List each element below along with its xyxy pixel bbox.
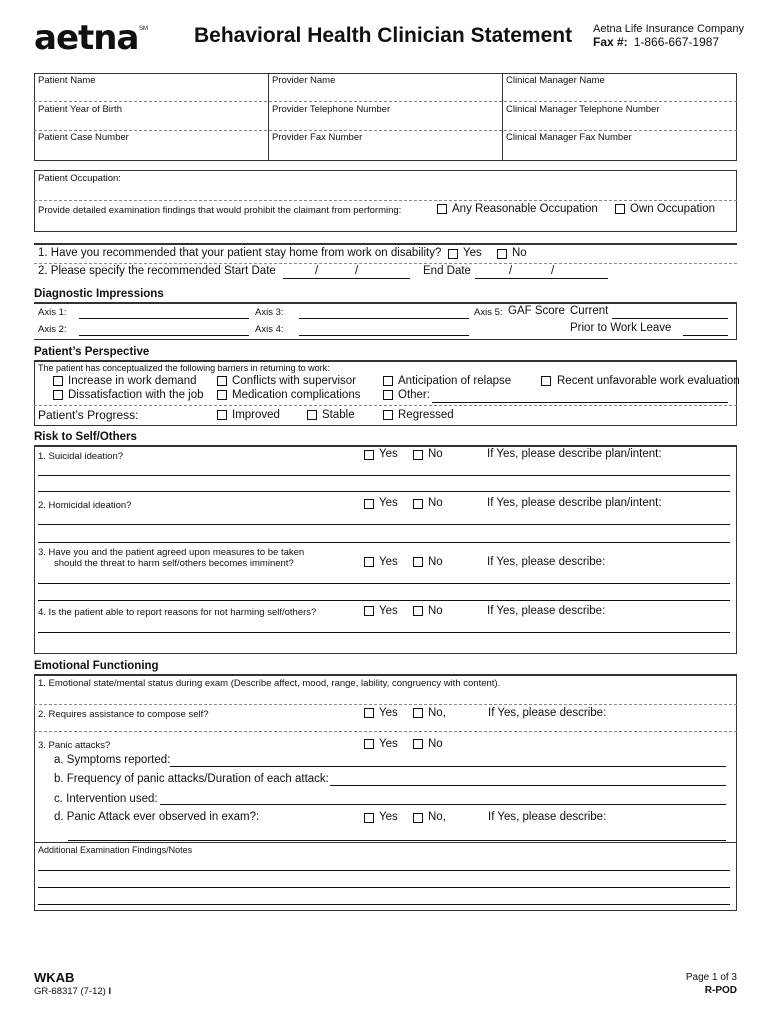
panic-yes-checkbox[interactable] [364, 739, 374, 749]
homicidal-no-label: No [428, 497, 443, 509]
homicidal-describe-input[interactable] [38, 542, 730, 543]
any-occupation-checkbox[interactable] [437, 204, 447, 214]
additional-divider [34, 842, 737, 843]
barrier-dissatisfaction-label: Dissatisfaction with the job [68, 389, 204, 401]
date-slash: / [509, 265, 513, 277]
homicidal-question: 2. Homicidal ideation? [38, 500, 132, 511]
own-occupation-label: Own Occupation [630, 203, 716, 215]
compose-no-label: No, [428, 707, 446, 719]
progress-label: Patient’s Progress: [38, 408, 139, 422]
grid-divider [502, 73, 503, 161]
stay-home-yes-label: Yes [463, 247, 482, 259]
suicidal-describe-label: If Yes, please describe plan/intent: [487, 448, 662, 460]
provider-fax-field[interactable]: Provider Fax Number [272, 132, 363, 143]
date-slash: / [355, 265, 359, 277]
barrier-work-demand-label: Increase in work demand [68, 375, 197, 387]
end-date-input[interactable] [475, 278, 608, 279]
barrier-medication-checkbox[interactable] [217, 390, 227, 400]
pod-label: R-POD [704, 985, 737, 996]
emotional-divider [34, 731, 737, 732]
progress-regressed-checkbox[interactable] [383, 410, 393, 420]
suicidal-no-checkbox[interactable] [413, 450, 423, 460]
work-divider [34, 263, 737, 264]
intervention-label: c. Intervention used: [54, 793, 158, 805]
patient-year-of-birth-field[interactable]: Patient Year of Birth [38, 104, 122, 115]
axis3-input[interactable] [299, 318, 469, 319]
emotional-state-question: 1. Emotional state/mental status during exam (Describe affect, mood, range, lability, congruency with content). [38, 678, 501, 689]
axis3-label: Axis 3: [255, 307, 284, 318]
axis2-input[interactable] [79, 335, 249, 336]
any-occupation-label: Any Reasonable Occupation [452, 203, 598, 215]
reasons-no-checkbox[interactable] [413, 606, 423, 616]
compose-yes-label: Yes [379, 707, 398, 719]
suicidal-describe-input[interactable] [38, 475, 730, 476]
emotional-divider [34, 704, 737, 705]
gaf-score-label: GAF Score [508, 305, 565, 317]
work-top-rule [34, 243, 737, 245]
barrier-dissatisfaction-checkbox[interactable] [53, 390, 63, 400]
homicidal-no-checkbox[interactable] [413, 499, 423, 509]
barrier-supervisor-checkbox[interactable] [217, 376, 227, 386]
fax-label: Fax #: [593, 35, 628, 49]
page-number: Page 1 of 3 [685, 972, 737, 983]
barrier-work-demand-checkbox[interactable] [53, 376, 63, 386]
fax-line [593, 35, 719, 49]
perspective-intro: The patient has conceptualized the following barriers in returning to work: [38, 363, 330, 373]
intervention-input[interactable] [160, 804, 726, 805]
axis5-label: Axis 5: [474, 307, 503, 318]
progress-improved-label: Improved [232, 409, 280, 421]
measures-no-checkbox[interactable] [413, 557, 423, 567]
panic-question: 3. Panic attacks? [38, 740, 111, 751]
axis1-input[interactable] [79, 318, 249, 319]
clinical-manager-telephone-field[interactable]: Clinical Manager Telephone Number [506, 104, 660, 115]
progress-improved-checkbox[interactable] [217, 410, 227, 420]
patient-case-number-field[interactable]: Patient Case Number [38, 132, 129, 143]
barrier-other-input[interactable] [432, 402, 728, 403]
barrier-other-checkbox[interactable] [383, 390, 393, 400]
form-number-text: GR-68317 (7-12) [34, 986, 106, 997]
compose-yes-checkbox[interactable] [364, 708, 374, 718]
measures-describe-input[interactable] [38, 600, 730, 601]
measures-describe-label: If Yes, please describe: [487, 556, 606, 568]
gaf-current-label: Current [570, 305, 609, 317]
symptoms-label: a. Symptoms reported: [54, 754, 171, 766]
progress-stable-label: Stable [322, 409, 355, 421]
reasons-yes-label: Yes [379, 605, 398, 617]
reasons-question: 4. Is the patient able to report reasons for not harming self/others? [38, 607, 317, 618]
measures-yes-label: Yes [379, 556, 398, 568]
date-slash: / [551, 265, 555, 277]
observed-describe-label: If Yes, please describe: [488, 811, 607, 823]
additional-findings-input[interactable] [38, 887, 730, 888]
stay-home-yes-checkbox[interactable] [448, 249, 458, 259]
form-code: WKAB [34, 970, 75, 985]
fax-number: 1-866-667-1987 [633, 35, 720, 49]
observed-no-checkbox[interactable] [413, 813, 423, 823]
axis2-label: Axis 2: [38, 324, 67, 335]
stay-home-no-label: No [512, 247, 527, 259]
grid-row-divider [34, 101, 737, 102]
homicidal-yes-checkbox[interactable] [364, 499, 374, 509]
provider-name-field[interactable]: Provider Name [272, 75, 336, 86]
reasons-no-label: No [428, 605, 443, 617]
barrier-evaluation-checkbox[interactable] [541, 376, 551, 386]
measures-yes-checkbox[interactable] [364, 557, 374, 567]
suicidal-yes-label: Yes [379, 448, 398, 460]
axis1-label: Axis 1: [38, 307, 67, 318]
compose-no-checkbox[interactable] [413, 708, 423, 718]
observed-yes-checkbox[interactable] [364, 813, 374, 823]
gaf-prior-input[interactable] [683, 335, 728, 336]
suicidal-question: 1. Suicidal ideation? [38, 451, 124, 462]
progress-stable-checkbox[interactable] [307, 410, 317, 420]
axis4-input[interactable] [299, 335, 469, 336]
homicidal-yes-label: Yes [379, 497, 398, 509]
compose-describe-label: If Yes, please describe: [488, 707, 607, 719]
suicidal-no-label: No [428, 448, 443, 460]
homicidal-describe-label: If Yes, please describe plan/intent: [487, 497, 662, 509]
provider-telephone-field[interactable]: Provider Telephone Number [272, 104, 391, 115]
risk-heading: Risk to Self/Others [34, 431, 137, 443]
findings-label: Provide detailed examination findings that would prohibit the claimant from performing: [38, 205, 402, 216]
service-mark: SM [139, 26, 148, 32]
reasons-yes-checkbox[interactable] [364, 606, 374, 616]
measures-question: 3. Have you and the patient agreed upon measures to be taken [38, 547, 305, 558]
additional-findings-input[interactable] [38, 904, 730, 905]
additional-findings-input[interactable] [38, 870, 730, 871]
panic-no-label: No [428, 738, 443, 750]
clinical-manager-fax-field[interactable]: Clinical Manager Fax Number [506, 132, 632, 143]
occupation-divider [34, 200, 737, 201]
start-date-question: 2. Please specify the recommended Start Date [38, 265, 276, 277]
perspective-divider [34, 405, 737, 406]
perspective-heading: Patient’s Perspective [34, 346, 150, 358]
company-name: Aetna Life Insurance Company [593, 23, 745, 35]
reasons-describe-input[interactable] [38, 632, 730, 633]
suicidal-describe-input[interactable] [38, 491, 730, 492]
start-date-input[interactable] [283, 278, 410, 279]
date-slash: / [315, 265, 319, 277]
measures-no-label: No [428, 556, 443, 568]
frequency-input[interactable] [330, 785, 726, 786]
progress-regressed-label: Regressed [398, 409, 454, 421]
frequency-label: b. Frequency of panic attacks/Duration of each attack: [54, 773, 329, 785]
occupation-section [34, 170, 737, 232]
measures-describe-input[interactable] [38, 583, 730, 584]
end-date-label: End Date [423, 265, 471, 277]
diagnostic-heading: Diagnostic Impressions [34, 288, 164, 300]
patient-name-field[interactable]: Patient Name [38, 75, 96, 86]
observed-label: d. Panic Attack ever observed in exam?: [54, 811, 260, 823]
barrier-relapse-label: Anticipation of relapse [398, 375, 512, 387]
symptoms-input[interactable] [170, 766, 726, 767]
aetna-logo: aetna [34, 18, 139, 58]
grid-divider [268, 73, 269, 161]
emotional-heading: Emotional Functioning [34, 660, 159, 672]
compose-question: 2. Requires assistance to compose self? [38, 709, 209, 720]
patient-occupation-field[interactable]: Patient Occupation: [38, 173, 121, 184]
homicidal-describe-input[interactable] [38, 524, 730, 525]
suicidal-yes-checkbox[interactable] [364, 450, 374, 460]
page-title: Behavioral Health Clinician Statement [194, 24, 573, 47]
info-grid [34, 73, 737, 161]
own-occupation-checkbox[interactable] [615, 204, 625, 214]
observed-yes-label: Yes [379, 811, 398, 823]
form-number-suffix: I [108, 986, 112, 997]
stay-home-question: 1. Have you recommended that your patient stay home from work on disability? [38, 247, 442, 259]
clinical-manager-name-field[interactable]: Clinical Manager Name [506, 75, 605, 86]
reasons-describe-label: If Yes, please describe: [487, 605, 606, 617]
observed-no-label: No, [428, 811, 446, 823]
barrier-other-label: Other: [398, 389, 430, 401]
grid-row-divider [34, 130, 737, 131]
barrier-evaluation-label: Recent unfavorable work evaluation [557, 375, 740, 387]
panic-yes-label: Yes [379, 738, 398, 750]
barrier-supervisor-label: Conflicts with supervisor [232, 375, 356, 387]
form-number [34, 986, 111, 997]
stay-home-no-checkbox[interactable] [497, 249, 507, 259]
gaf-current-input[interactable] [612, 318, 728, 319]
observed-describe-input[interactable] [68, 840, 726, 841]
panic-no-checkbox[interactable] [413, 739, 423, 749]
gaf-prior-label: Prior to Work Leave [570, 322, 672, 334]
barrier-medication-label: Medication complications [232, 389, 361, 401]
axis4-label: Axis 4: [255, 324, 284, 335]
measures-question-cont: should the threat to harm self/others becomes imminent? [54, 558, 294, 569]
additional-findings-label: Additional Examination Findings/Notes [38, 845, 193, 855]
barrier-relapse-checkbox[interactable] [383, 376, 393, 386]
